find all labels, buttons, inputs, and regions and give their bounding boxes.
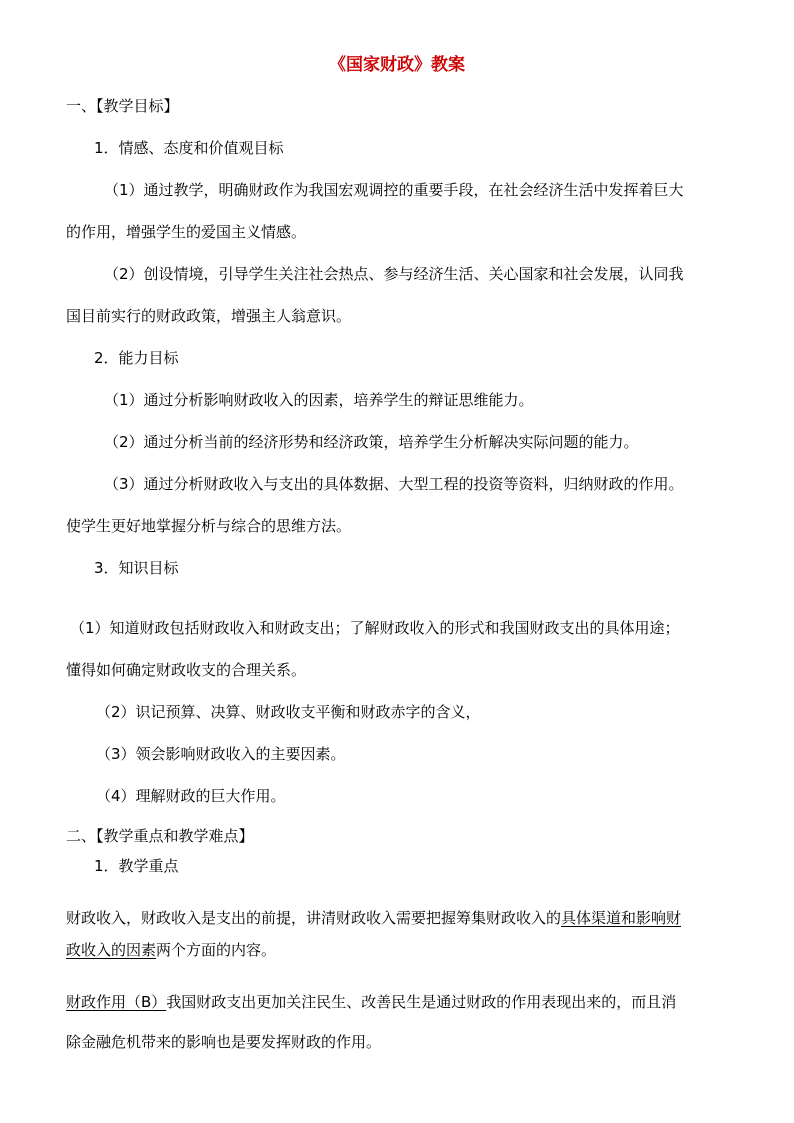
subheading-knowledge-goals: 3．知识目标 xyxy=(94,559,179,577)
paragraph-line: 懂得如何确定财政收支的合理关系。 xyxy=(66,661,307,679)
paragraph-line: （4）理解财政的巨大作用。 xyxy=(96,787,286,805)
underlined-text: 具体渠道和影响财 xyxy=(561,909,682,927)
text-run: 我国财政支出更加关注民生、改善民生是通过财政的作用表现出来的，而且消 xyxy=(166,993,677,1011)
paragraph-line: （2）创设情境，引导学生关注社会热点、参与经济生活、关心国家和社会发展，认同我 xyxy=(104,265,684,283)
text-run: 财政收入，财政收入是支出的前提，讲清财政收入需要把握筹集财政收入的 xyxy=(66,909,562,927)
paragraph-line: （1）通过分析影响财政收入的因素，培养学生的辩证思维能力。 xyxy=(104,391,534,409)
paragraph-line xyxy=(66,940,276,960)
paragraph-line: （2）通过分析当前的经济形势和经济政策，培养学生分析解决实际问题的能力。 xyxy=(104,433,639,451)
text-run: 两个方面的内容。 xyxy=(156,941,277,959)
section-heading-key-points: 二、【教学重点和教学难点】 xyxy=(66,827,254,845)
section-heading-objectives: 一、【教学目标】 xyxy=(66,97,179,115)
subheading-ability-goals: 2．能力目标 xyxy=(94,349,179,367)
paragraph-line: 的作用，增强学生的爱国主义情感。 xyxy=(66,223,307,241)
paragraph-line: 使学生更好地掌握分析与综合的思维方法。 xyxy=(66,517,352,535)
paragraph-line xyxy=(66,908,681,928)
underlined-text: 财政作用（B） xyxy=(66,993,167,1011)
paragraph-line: （3）领会影响财政收入的主要因素。 xyxy=(96,745,346,763)
document-title: 《国家财政》教案 xyxy=(329,55,465,75)
paragraph-line: （1）知道财政包括财政收入和财政支出；了解财政收入的形式和我国财政支出的具体用途； xyxy=(70,619,680,637)
subheading-teaching-focus: 1．教学重点 xyxy=(94,857,179,875)
paragraph-line: （3）通过分析财政收入与支出的具体数据、大型工程的投资等资料，归纳财政的作用。 xyxy=(104,475,684,493)
paragraph-line: 除金融危机带来的影响也是要发挥财政的作用。 xyxy=(66,1033,382,1051)
subheading-emotion-goals: 1．情感、态度和价值观目标 xyxy=(94,139,284,157)
underlined-text: 政收入的因素 xyxy=(66,941,157,959)
paragraph-line: （1）通过教学，明确财政作为我国宏观调控的重要手段，在社会经济生活中发挥着巨大 xyxy=(104,181,684,199)
paragraph-line: （2）识记预算、决算、财政收支平衡和财政赤字的含义， xyxy=(96,703,481,721)
paragraph-line: 国目前实行的财政政策，增强主人翁意识。 xyxy=(66,307,352,325)
paragraph-line xyxy=(66,992,676,1012)
